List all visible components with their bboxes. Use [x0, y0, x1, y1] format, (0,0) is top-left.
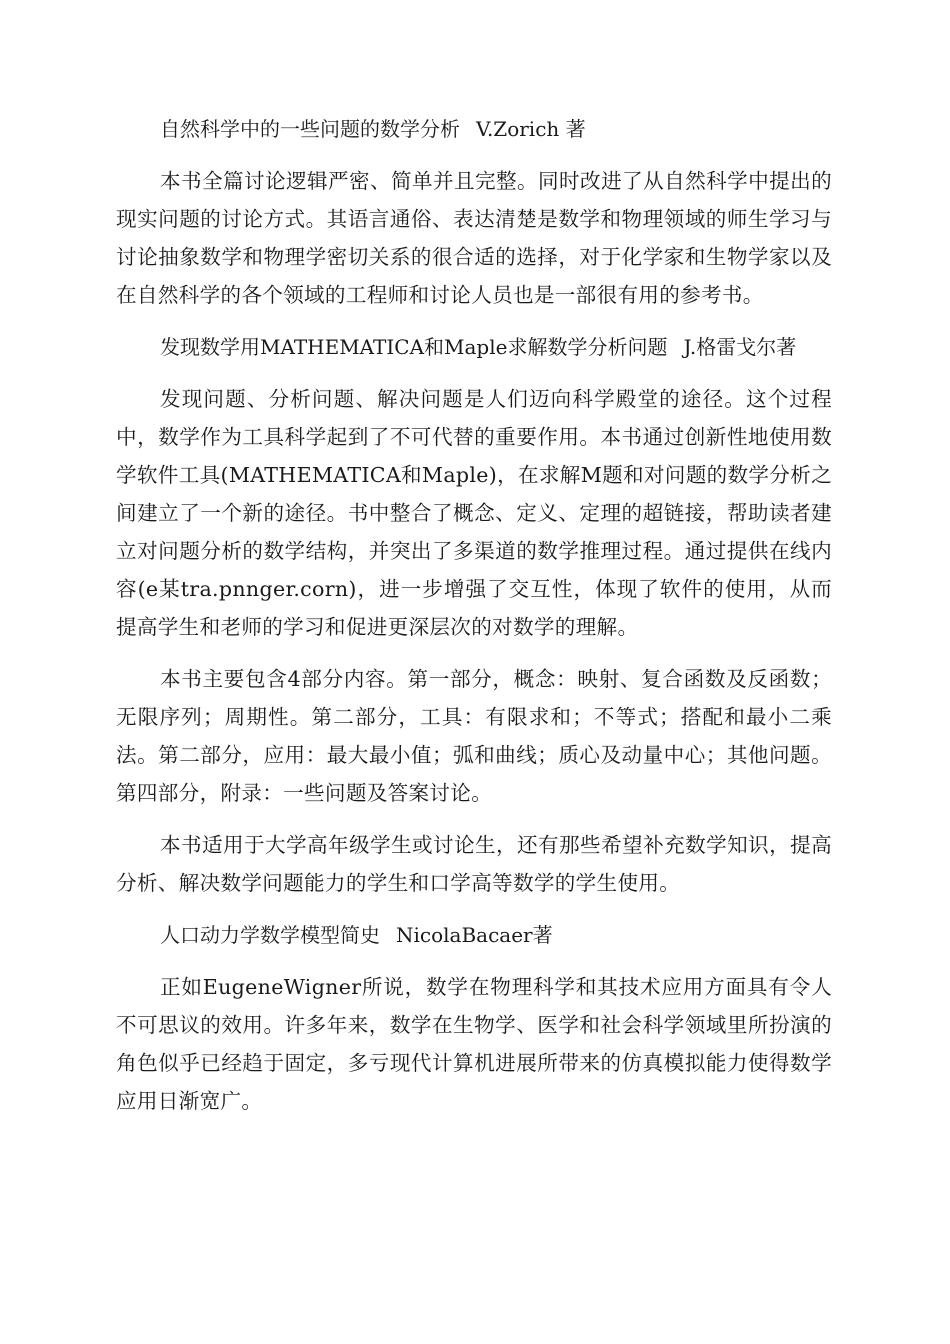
book1-heading [116, 110, 832, 148]
book2-author: J.格雷戈尔著 [683, 335, 797, 359]
book2-heading [116, 328, 832, 366]
book3-heading [116, 916, 832, 954]
book3-paragraph-1: 正如EugeneWigner所说，数学在物理科学和其技术应用方面具有令人不可思议的效用。许多年来，数学在生物学、医学和社会科学领域里所扮演的角色似乎已经趋于固定，多亏现代计算机进展所带来的仿真模拟能力使得数学应用日渐宽广。 [116, 975, 832, 1113]
book1-paragraph-1: 本书全篇讨论逻辑严密、简单并且完整。同时改进了从自然科学中提出的现实问题的讨论方式。其语言通俗、表达清楚是数学和物理领域的师生学习与讨论抽象数学和物理学密切关系的很合适的选择，对于化学家和生物学家以及在自然科学的各个领域的工程师和讨论人员也是一部很有用的参考书。 [116, 169, 832, 307]
book3-title: 人口动力学数学模型简史 [160, 923, 380, 947]
book1-author: V.Zorich 著 [476, 117, 586, 141]
book1-title: 自然科学中的一些问题的数学分析 [160, 117, 460, 141]
book3-author: NicolaBacaer著 [396, 923, 553, 947]
document-page [116, 110, 832, 1134]
book2-title: 发现数学用MATHEMATICA和Maple求解数学分析问题 [160, 335, 668, 359]
book2-paragraph-1: 发现问题、分析问题、解决问题是人们迈向科学殿堂的途径。这个过程中，数学作为工具科学起到了不可代替的重要作用。本书通过创新性地使用数学软件工具(MATHEMATICA和Maple)，在求解M题和对问题的数学分析之间建立了一个新的途径。书中整合了概念、定义、定理的超链接，帮助读者建立对问题分析的数学结构，并突出了多渠道的数学推理过程。通过提供在线内容(e某tra.pnnger.corn)，进一步增强了交互性，体现了软件的使用，从而提高学生和老师的学习和促进更深层次的对数学的理解。 [116, 387, 832, 639]
book2-paragraph-3: 本书适用于大学高年级学生或讨论生，还有那些希望补充数学知识，提高分析、解决数学问题能力的学生和口学高等数学的学生使用。 [116, 833, 832, 895]
book2-paragraph-2: 本书主要包含4部分内容。第一部分，概念：映射、复合函数及反函数；无限序列；周期性。第二部分，工具：有限求和；不等式；搭配和最小二乘法。第二部分，应用：最大最小值；弧和曲线；质心及动量中心；其他问题。第四部分，附录：一些问题及答案讨论。 [116, 667, 832, 805]
